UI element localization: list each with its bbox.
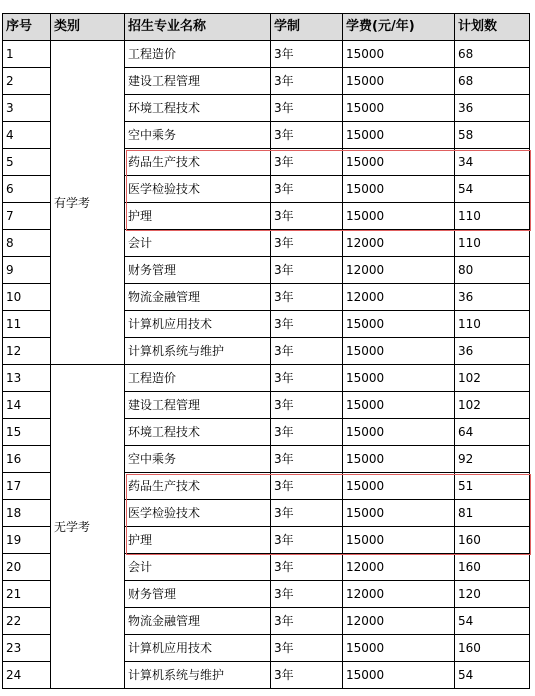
table-row	[3, 365, 530, 392]
row-duration: 3年	[271, 554, 343, 581]
category-cell: 有学考	[51, 41, 125, 365]
row-duration: 3年	[271, 446, 343, 473]
row-major: 会计	[125, 230, 271, 257]
header-duration: 学制	[271, 14, 343, 41]
row-plan: 54	[455, 608, 530, 635]
header-tuition: 学费(元/年)	[343, 14, 455, 41]
row-duration: 3年	[271, 635, 343, 662]
row-major: 医学检验技术	[125, 500, 271, 527]
row-major: 计算机应用技术	[125, 311, 271, 338]
row-plan: 102	[455, 392, 530, 419]
row-major: 环境工程技术	[125, 419, 271, 446]
row-tuition: 15000	[343, 338, 455, 365]
header-category: 类别	[51, 14, 125, 41]
row-tuition: 15000	[343, 527, 455, 554]
row-major: 空中乘务	[125, 446, 271, 473]
row-major: 药品生产技术	[125, 473, 271, 500]
row-index: 19	[3, 527, 51, 554]
row-plan: 110	[455, 230, 530, 257]
row-plan: 68	[455, 41, 530, 68]
row-plan: 58	[455, 122, 530, 149]
row-tuition: 12000	[343, 230, 455, 257]
row-plan: 120	[455, 581, 530, 608]
row-tuition: 15000	[343, 95, 455, 122]
row-index: 3	[3, 95, 51, 122]
row-major: 建设工程管理	[125, 392, 271, 419]
row-plan: 34	[455, 149, 530, 176]
row-duration: 3年	[271, 203, 343, 230]
row-tuition: 12000	[343, 581, 455, 608]
row-tuition: 15000	[343, 662, 455, 689]
row-tuition: 15000	[343, 203, 455, 230]
header-index: 序号	[3, 14, 51, 41]
row-tuition: 15000	[343, 365, 455, 392]
row-major: 计算机应用技术	[125, 635, 271, 662]
row-plan: 80	[455, 257, 530, 284]
row-index: 24	[3, 662, 51, 689]
row-major: 建设工程管理	[125, 68, 271, 95]
row-major: 财务管理	[125, 257, 271, 284]
row-duration: 3年	[271, 122, 343, 149]
row-duration: 3年	[271, 176, 343, 203]
row-duration: 3年	[271, 230, 343, 257]
row-plan: 110	[455, 203, 530, 230]
row-index: 6	[3, 176, 51, 203]
table-body	[3, 41, 530, 689]
row-duration: 3年	[271, 365, 343, 392]
row-index: 21	[3, 581, 51, 608]
row-tuition: 12000	[343, 554, 455, 581]
row-duration: 3年	[271, 311, 343, 338]
row-index: 9	[3, 257, 51, 284]
row-duration: 3年	[271, 257, 343, 284]
header-row	[3, 14, 530, 41]
row-plan: 92	[455, 446, 530, 473]
row-plan: 160	[455, 554, 530, 581]
row-tuition: 15000	[343, 419, 455, 446]
row-duration: 3年	[271, 662, 343, 689]
row-index: 8	[3, 230, 51, 257]
row-duration: 3年	[271, 95, 343, 122]
row-duration: 3年	[271, 608, 343, 635]
row-index: 4	[3, 122, 51, 149]
row-plan: 102	[455, 365, 530, 392]
header-plan: 计划数	[455, 14, 530, 41]
row-major: 计算机系统与维护	[125, 662, 271, 689]
row-plan: 81	[455, 500, 530, 527]
row-duration: 3年	[271, 581, 343, 608]
row-plan: 36	[455, 95, 530, 122]
table-row	[3, 41, 530, 68]
row-tuition: 15000	[343, 473, 455, 500]
row-tuition: 15000	[343, 311, 455, 338]
row-tuition: 15000	[343, 446, 455, 473]
category-cell: 无学考	[51, 365, 125, 689]
enrollment-table	[2, 13, 530, 689]
row-index: 18	[3, 500, 51, 527]
row-plan: 54	[455, 176, 530, 203]
row-index: 12	[3, 338, 51, 365]
row-tuition: 15000	[343, 176, 455, 203]
row-index: 23	[3, 635, 51, 662]
row-duration: 3年	[271, 149, 343, 176]
row-duration: 3年	[271, 473, 343, 500]
row-index: 7	[3, 203, 51, 230]
row-tuition: 15000	[343, 500, 455, 527]
row-index: 10	[3, 284, 51, 311]
row-tuition: 12000	[343, 284, 455, 311]
row-index: 13	[3, 365, 51, 392]
row-duration: 3年	[271, 419, 343, 446]
row-major: 护理	[125, 527, 271, 554]
row-index: 20	[3, 554, 51, 581]
row-major: 环境工程技术	[125, 95, 271, 122]
row-duration: 3年	[271, 527, 343, 554]
row-index: 14	[3, 392, 51, 419]
row-plan: 110	[455, 311, 530, 338]
row-major: 医学检验技术	[125, 176, 271, 203]
row-plan: 51	[455, 473, 530, 500]
row-major: 财务管理	[125, 581, 271, 608]
row-duration: 3年	[271, 284, 343, 311]
row-major: 工程造价	[125, 41, 271, 68]
row-index: 1	[3, 41, 51, 68]
row-index: 2	[3, 68, 51, 95]
row-duration: 3年	[271, 500, 343, 527]
row-plan: 36	[455, 338, 530, 365]
row-major: 物流金融管理	[125, 284, 271, 311]
row-duration: 3年	[271, 338, 343, 365]
row-index: 16	[3, 446, 51, 473]
row-duration: 3年	[271, 68, 343, 95]
row-tuition: 15000	[343, 392, 455, 419]
row-plan: 64	[455, 419, 530, 446]
row-index: 5	[3, 149, 51, 176]
row-plan: 68	[455, 68, 530, 95]
row-major: 工程造价	[125, 365, 271, 392]
row-major: 计算机系统与维护	[125, 338, 271, 365]
row-tuition: 12000	[343, 257, 455, 284]
row-index: 17	[3, 473, 51, 500]
row-plan: 36	[455, 284, 530, 311]
row-index: 11	[3, 311, 51, 338]
row-major: 空中乘务	[125, 122, 271, 149]
row-plan: 54	[455, 662, 530, 689]
row-duration: 3年	[271, 41, 343, 68]
row-tuition: 15000	[343, 41, 455, 68]
row-tuition: 15000	[343, 149, 455, 176]
row-plan: 160	[455, 635, 530, 662]
row-major: 会计	[125, 554, 271, 581]
row-tuition: 15000	[343, 122, 455, 149]
row-major: 护理	[125, 203, 271, 230]
row-tuition: 12000	[343, 608, 455, 635]
row-plan: 160	[455, 527, 530, 554]
row-duration: 3年	[271, 392, 343, 419]
row-major: 药品生产技术	[125, 149, 271, 176]
row-index: 15	[3, 419, 51, 446]
row-tuition: 15000	[343, 68, 455, 95]
row-tuition: 15000	[343, 635, 455, 662]
header-major: 招生专业名称	[125, 14, 271, 41]
row-major: 物流金融管理	[125, 608, 271, 635]
row-index: 22	[3, 608, 51, 635]
